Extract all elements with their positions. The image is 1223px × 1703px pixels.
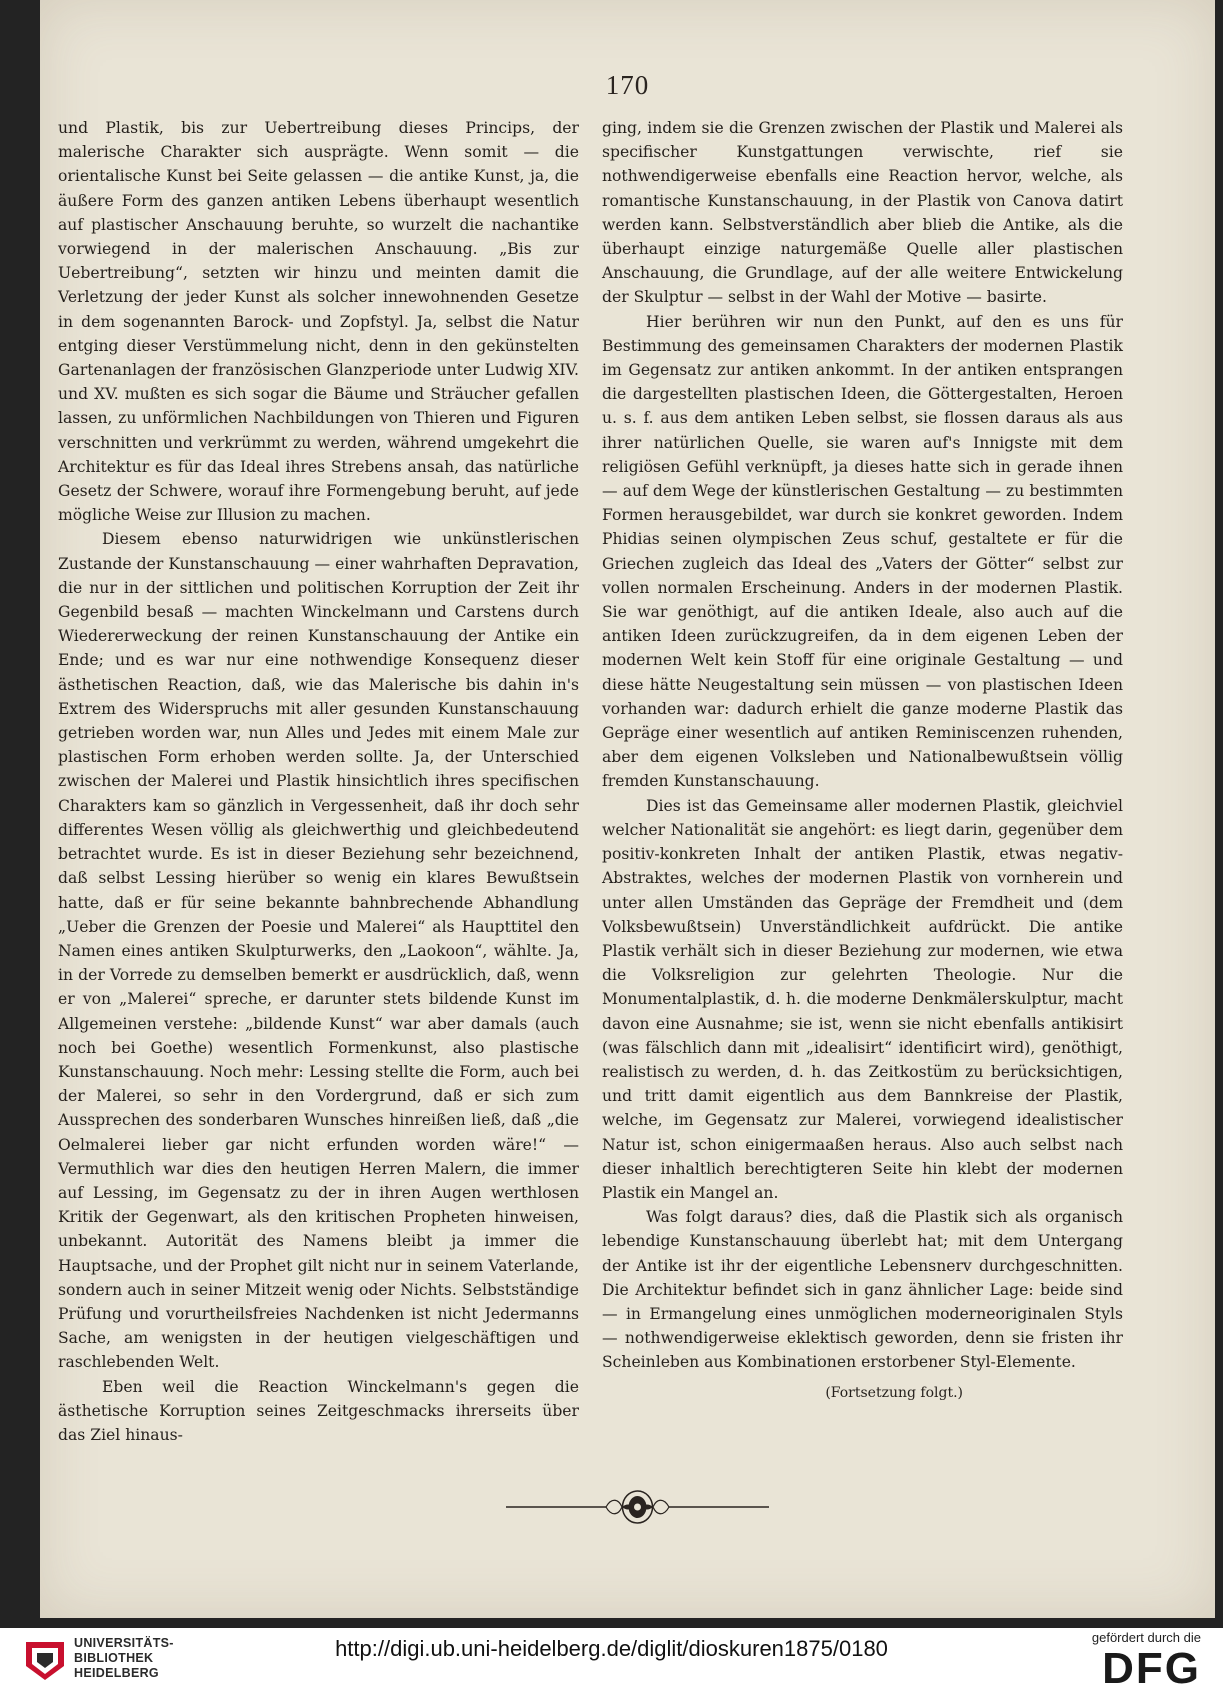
- library-name-line-1: UNIVERSITÄTS-: [74, 1636, 174, 1650]
- funding-caption: gefördert durch die: [1091, 1630, 1201, 1645]
- left-column: [58, 116, 579, 1447]
- dfg-logo: DFG: [1102, 1644, 1201, 1693]
- right-column: [602, 116, 1123, 1405]
- decorative-ornament-icon: [506, 1488, 769, 1526]
- library-name-line-3: HEIDELBERG: [74, 1666, 159, 1680]
- page-number: 170: [605, 70, 650, 100]
- document-page: [40, 0, 1215, 1618]
- library-name-line-2: BIBLIOTHEK: [74, 1651, 154, 1665]
- source-url-link[interactable]: http://digi.ub.uni-heidelberg.de/diglit/dioskuren1875/0180: [335, 1636, 888, 1661]
- right-paragraph-4: Was folgt daraus? dies, daß die Plastik sich als organisch lebendige Kunstanschauung überlebt hat; mit dem Untergang der Antike ist ihr der eigentliche Lebensnerv durchgeschnitten. Die Architektur befindet sich in ganz ähnlicher Lage: beide sind — in Ermangelung eines unmöglichen moderneoriginalen Styls — nothwendigerweise eklektisch geworden, denn sie fristen ihr Scheinleben aus Kombinationen erstorbener Styl-Elemente.: [602, 1208, 1123, 1372]
- right-paragraph-2: Hier berühren wir nun den Punkt, auf den es uns für Bestimmung des gemeinsamen Charakters der modernen Plastik im Gegensatz zur antiken ankommt. In der antiken entsprangen die dargestellten plastischen Ideen, die Göttergestalten, Heroen u. s. f. aus dem antiken Leben selbst, sie flossen daraus als aus ihrer natürlichen Quelle, sie waren auf's Innigste mit dem religiösen Gefühl verknüpft, ja dieses hatte sich in gerade ihnen — auf dem Wege der künstlerischen Gestaltung — zu bestimmten Formen herausgebildet, war durch sie konkret geworden. Indem Phidias seinen olympischen Zeus schuf, gestaltete er für die Griechen zugleich das Ideal des „Vaters der Götter“ selbst zur vollen normalen Erscheinung. Anders in der modernen Plastik. Sie war genöthigt, auf die antiken Ideale, also auch auf die antiken Ideen zurückzugreifen, da in dem eigenen Leben der modernen Welt kein Stoff für eine originale Gestaltung — und diese hätte Neugestaltung sein müssen — von plastischen Ideen vorhanden war: dadurch erhielt die ganze moderne Plastik das Gepräge einer wesentlich auf antiken Reminiscenzen ruhenden, aber dem eigenen Volksleben und Nationalbewußtsein völlig fremden Kunstanschauung.: [602, 312, 1123, 791]
- funding-block: [1001, 1630, 1201, 1700]
- left-paragraph-3: Eben weil die Reaction Winckelmann's gegen die ästhetische Korruption seines Zeitgeschmacks ihrerseits über das Ziel hinaus-: [58, 1377, 579, 1444]
- continuation-note: (Fortsetzung folgt.): [825, 1384, 963, 1401]
- left-paragraph-2: Diesem ebenso naturwidrigen wie unkünstlerischen Zustande der Kunstanschauung — einer wahrhaften Depravation, die nur in der sittlichen und politischen Korruption der Zeit ihr Gegenbild besaß — machten Winckelmann und Carstens durch Wiedererweckung der reinen Kunstanschauung der Antike ein Ende; und es war nur eine nothwendige Konsequenz dieser ästhetischen Reaction, daß, wie das Malerische bis dahin in's Extrem des Widerspruchs mit aller gesunden Kunstanschauung getrieben worden war, nun Alles und Jedes mit einem Male zur plastischen Form erhoben werden sollte. Ja, der Unterschied zwischen der Malerei und Plastik hinsichtlich ihres specifischen Charakters kam so gänzlich in Vergessenheit, daß ihr doch sehr differentes Wesen völlig als gleichwerthig und gleichbedeutend betrachtet wurde. Es ist in dieser Beziehung sehr bezeichnend, daß selbst Lessing hierüber so wenig ein klares Bewußtsein hatte, daß er für seine bekannte bahnbrechende Abhandlung „Ueber die Grenzen der Poesie und Malerei“ als Haupttitel den Namen eines antiken Skulpturwerks, den „Laokoon“, wählte. Ja, in der Vorrede zu demselben bemerkt er ausdrücklich, daß, wenn er von „Malerei“ spreche, er darunter stets bildende Kunst im Allgemeinen verstehe: „bildende Kunst“ war aber damals (auch noch bei Goethe) wesentlich Formenkunst, also plastische Kunstanschauung. Noch mehr: Lessing stellte die Form, auch bei der Malerei, so sehr in den Vordergrund, daß er sich zum Aussprechen des sonderbaren Wunsches hinreißen ließ, daß „die Oelmalerei lieber gar nicht erfunden worden wäre!“ — Vermuthlich war dies den heutigen Herren Malern, die immer auf Lessing, im Gegensatz zu der in ihren Augen werthlosen Kritik der Gegenwart, als den kritischen Propheten hinweisen, unbekannt. Autorität des Namens bleibt ja immer die Hauptsache, und der Prophet gilt nicht nur in seinem Vaterlande, sondern auch in seiner Mitzeit wenig oder Nichts. Selbstständige Prüfung und vorurtheilsfreies Nachdenken ist nicht Jedermanns Sache, am wenigsten in der heutigen vielgeschäftigen und raschlebenden Welt.: [58, 530, 579, 1372]
- right-paragraph-3: Dies ist das Gemeinsame aller modernen Plastik, gleichviel welcher Nationalität sie angehört: es liegt darin, gegenüber dem positiv-konkreten Inhalt der antiken Plastik, etwas negativ-Abstraktes, welches der modernen Plastik von vornherein und unter allen Umständen das Gepräge der Fremdheit und (dem Volksbewußtsein) Unverständlichkeit aufdrückt. Die antike Plastik verhält sich in dieser Beziehung zur modernen, wie etwa die Volksreligion zur gelehrten Theologie. Nur die Monumentalplastik, d. h. die moderne Denkmälerskulptur, macht davon eine Ausnahme; sie ist, wenn sie nicht ebenfalls antikisirt (was fälschlich dann mit „idealisirt“ identificirt wird), genöthigt, realistisch zu werden, d. h. das Zeitkostüm zu berücksichtigen, und tritt damit eigentlich aus dem Bannkreise der Plastik, welche, im Gegensatz zur Malerei, vorwiegend idealistischer Natur ist, schon einigermaaßen heraus. Also auch selbst nach dieser inhaltlich berechtigteren Seite hin klebt der modernen Plastik ein Mangel an.: [602, 796, 1123, 1202]
- right-paragraph-1: ging, indem sie die Grenzen zwischen der Plastik und Malerei als specifischer Kunstgattungen verwischte, rief sie nothwendigerweise ebenfalls eine Reaction hervor, welche, als romantische Kunstanschauung, in der Plastik von Canova datirt werden kann. Selbstverständlich aber blieb die Antike, als die überhaupt einzige naturgemäße Quelle aller plastischen Anschauung, die Grundlage, auf der alle weitere Entwickelung der Skulptur — selbst in der Wahl der Motive — basirte.: [602, 119, 1123, 307]
- left-paragraph-1: und Plastik, bis zur Uebertreibung dieses Princips, der malerische Charakter sich ausprägte. Wenn somit — die orientalische Kunst bei Seite gelassen — die antike Kunst, ja, die äußere Form des ganzen antiken Lebens überhaupt wesentlich auf plastischer Anschauung beruhte, so wurzelt die nachantike vorwiegend in der malerischen Anschauung. „Bis zur Uebertreibung“, setzten wir hinzu und meinten damit die Verletzung der jeder Kunst als solcher innewohnenden Gesetze in dem sogenannten Barock- und Zopfstyl. Ja, selbst die Natur entging dieser Verstümmelung nicht, denn in den gekünstelten Gartenanlagen der französischen Glanzperiode unter Ludwig XIV. und XV. mußten es sich sogar die Bäume und Sträucher gefallen lassen, zu unförmlichen Nachbildungen von Thieren und Figuren verschnitten und verkrümmt zu werden, während umgekehrt die Architektur es für das Ideal ihres Strebens ansah, das natürliche Gesetz der Schwere, worauf ihre Formengebung beruht, auf jede mögliche Weise zur Illusion zu machen.: [58, 119, 579, 525]
